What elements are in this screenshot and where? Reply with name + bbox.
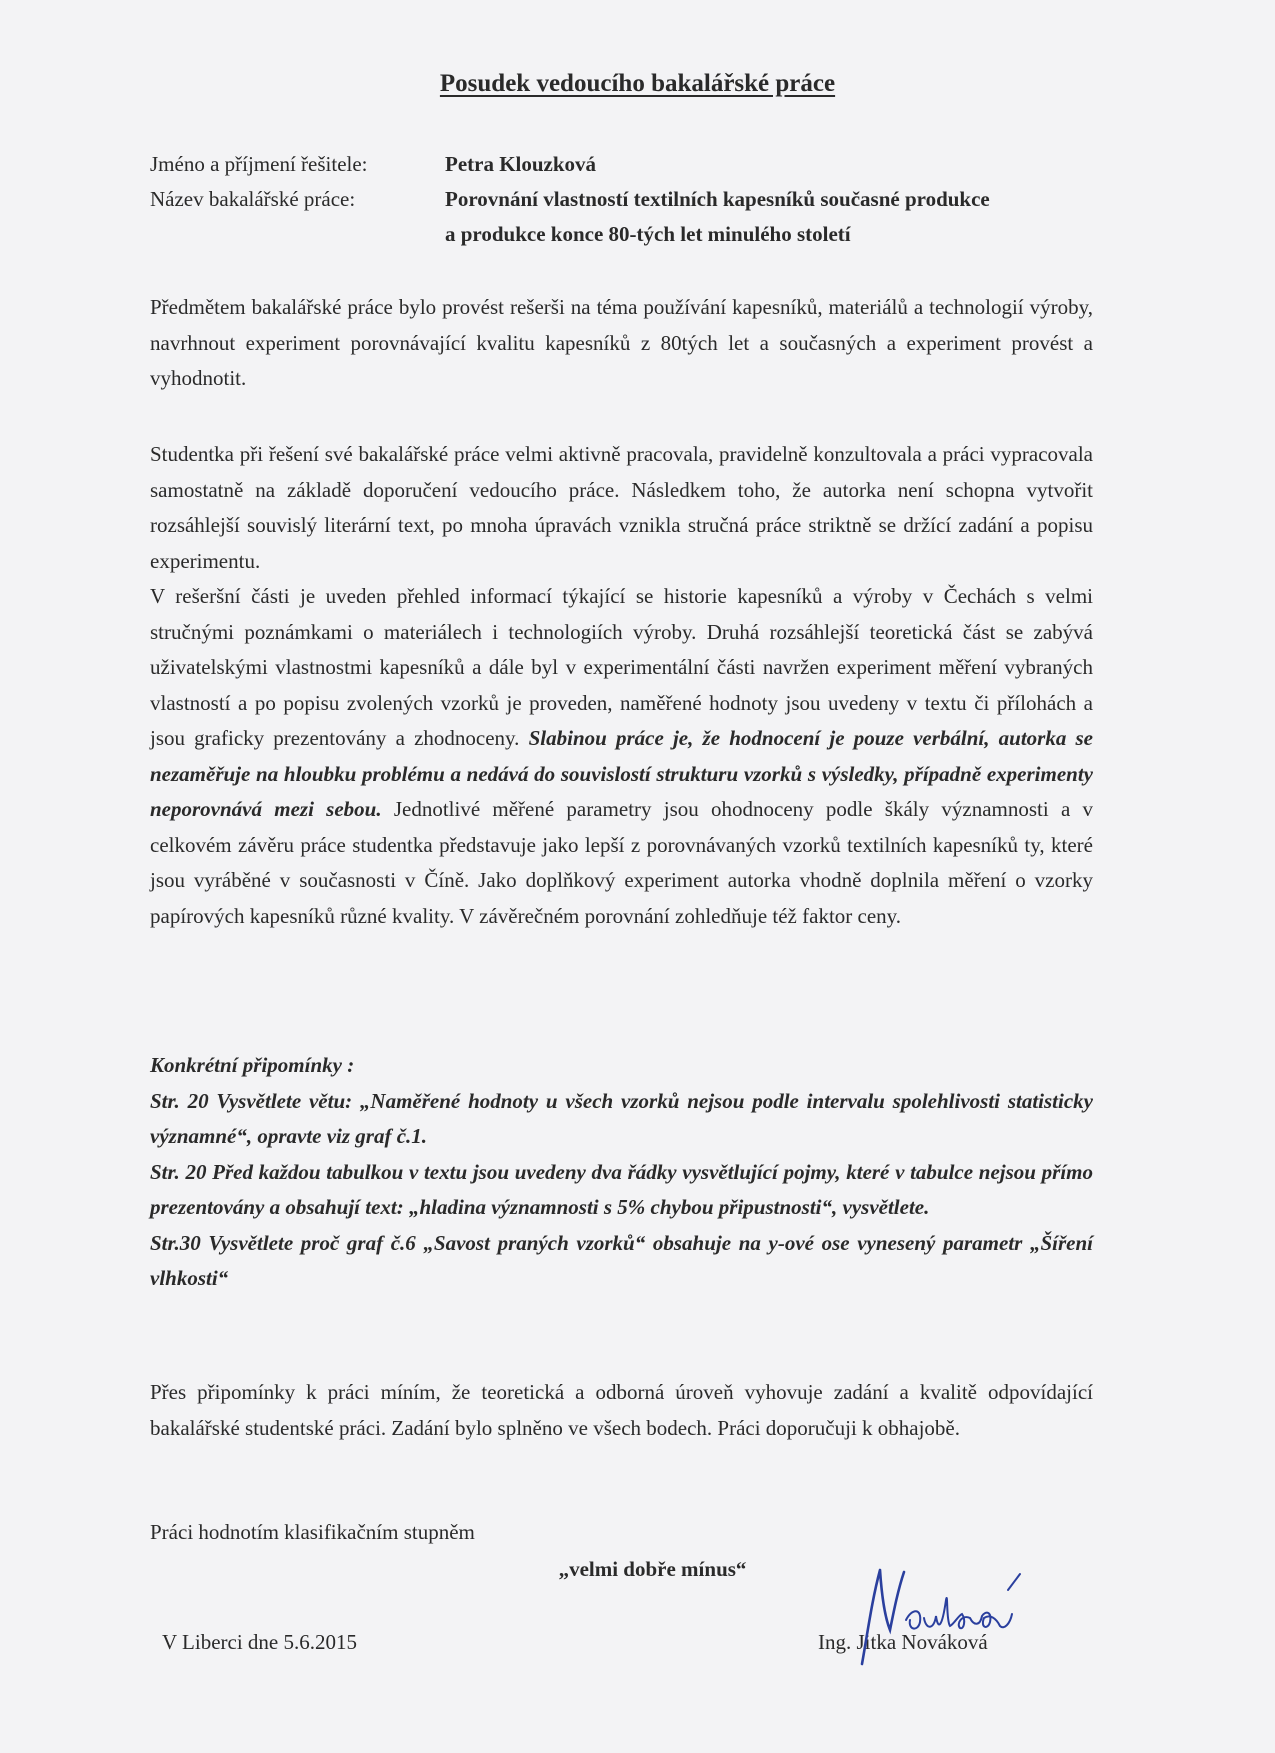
handwritten-signature [850,1560,1050,1670]
paragraph-subject-text: Předmětem bakalářské práce bylo provést rešerši na téma používání kapesníků, materiálů a technologií výroby, navrhnout experiment porovnávající kvalitu kapesníků z 80tých let a současných a experiment provést a vyhodnotit. [150,295,1093,390]
paragraph-subject [150,290,1093,397]
evaluation-part1: V rešeršní části je uveden přehled informací týkající se historie kapesníků a výroby v Čechách s velmi stručnými poznámkami o materiálech i technologiích výroby. Druhá rozsáhlejší teoretická část se zabývá uživatelskými vlastnostmi kapesníků a dále byl v experimentální části navržen experiment měření vybraných vlastností a po popisu zvolených vzorků je proveden, naměřené hodnoty jsou uvedeny v textu či přílohách a jsou graficky prezentovány a zhodnoceny. [150,584,1093,750]
thesis-title-line2: a produkce konce 80-tých let minulého století [445,222,851,246]
remarks-section [150,1048,1093,1297]
grade-value: „velmi dobře mínus“ [558,1557,747,1581]
remark-item: Str.30 Vysvětlete proč graf č.6 „Savost praných vzorků“ obsahuje na y-ové ose vynesený parametr „Šíření vlhkosti“ [150,1230,1093,1290]
thesis-title-line1: Porovnání vlastností textilních kapesníků současné produkce [445,187,990,211]
rating-intro: Práci hodnotím klasifikačním stupněm [150,1520,475,1544]
paragraph-conclusion-text: Přes připomínky k práci míním, že teoretická a odborná úroveň vyhovuje zadání a kvalitě odpovídající bakalářské studentské práci. Zadání bylo splněno ve všech bodech. Práci doporučuji k obhajobě. [150,1380,1093,1440]
remarks-heading: Konkrétní připomínky : [150,1053,355,1077]
paragraph-evaluation [150,579,1093,934]
remark-item: Str. 20 Vysvětlete větu: „Naměřené hodnoty u všech vzorků nejsou podle intervalu spolehlivosti statisticky významné“, opravte viz graf č.1. [150,1088,1093,1148]
paragraph-conclusion [150,1375,1093,1446]
evaluation-weakness: Slabinou práce je, že hodnocení je pouze verbální, autorka se nezaměřuje na hloubku problému a nedává do souvislostí strukturu vzorků s výsledky, případně experimenty neporovnává mezi sebou. [150,726,1093,821]
place-date: V Liberci dne 5.6.2015 [162,1630,357,1654]
evaluation-part2: Jednotlivé měřené parametry jsou ohodnoceny podle škály významnosti a v celkovém závěru práce studentka představuje jako lepší z porovnávaných vzorků textilních kapesníků ty, které jsou vyráběné v současnosti v Číně. Jako doplňkový experiment autorka vhodně doplnila měření o vzorky papírových kapesníků různé kvality. V závěrečném porovnání zohledňuje též faktor ceny. [150,797,1094,928]
paragraph-activity [150,437,1093,579]
student-label: Jméno a příjmení řešitele: [150,152,368,176]
document-title: Posudek vedoucího bakalářské práce [439,70,836,97]
paragraph-evaluation-text [150,579,1093,934]
paragraph-activity-text: Studentka při řešení své bakalářské práce velmi aktivně pracovala, pravidelně konzultovala a práci vypracovala samostatně na základě doporučení vedoucího práce. Následkem toho, že autorka není schopna vytvořit rozsáhlejší souvislý literární text, po mnoha úpravách vznikla stručná práce striktně se držící zadání a popisu experimentu. [150,442,1093,573]
remark-item: Str. 20 Před každou tabulkou v textu jsou uvedeny dva řádky vysvětlující pojmy, které v tabulce nejsou přímo prezentovány a obsahují text: „hladina významnosti s 5% chybou připustnosti“, vysvětlete. [150,1159,1093,1219]
signer-name: Ing. Jitka Nováková [818,1630,988,1654]
student-name: Petra Klouzková [445,152,597,176]
thesis-title-label: Název bakalářské práce: [150,187,356,211]
